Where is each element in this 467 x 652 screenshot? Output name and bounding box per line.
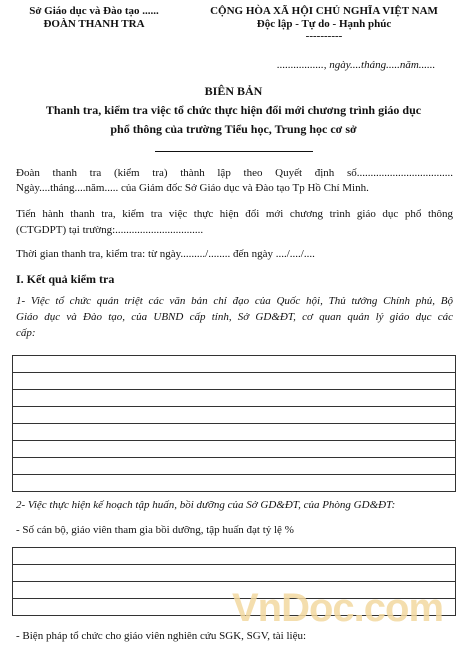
intro-date-line: Ngày....tháng....năm..... của Giám đốc Sở Giáo dục và Đào tạo Tp Hồ Chí Minh. [16,182,369,194]
item2-participation: - Số cán bộ, giáo viên tham gia bồi dưỡng, tập huấn đạt tỷ lệ % [16,524,294,536]
table-row[interactable] [13,407,455,424]
date-line: ................., ngày....tháng.....năm...... [277,59,436,71]
intro-inspection-line: Tiến hành thanh tra, kiểm tra việc thực hiện đổi mới chương trình giáo dục phổ thông [16,208,453,220]
item1-line1: 1- Việc tổ chức quán triệt các văn bản chỉ đạo của Quốc hội, Thủ tướng Chính phủ, Bộ [16,295,453,307]
intro-school-line: (CTGDPT) tại trường:................................ [16,224,204,236]
table-row[interactable] [13,565,455,582]
watermark-logo: VnDoc.com [232,586,444,630]
table-row[interactable] [13,373,455,390]
table-row[interactable] [13,390,455,407]
intro-time-line: Thời gian thanh tra, kiểm tra: từ ngày........./........ đến ngày ..../..../.... [16,248,315,260]
table-row[interactable] [13,548,455,565]
item2-measures: - Biện pháp tổ chức cho giáo viên nghiên cứu SGK, SGV, tài liệu: [16,630,307,642]
document-subtitle-1: Thanh tra, kiểm tra việc tổ chức thực hiện đổi mới chương trình giáo dục [45,103,422,117]
national-title: CỘNG HÒA XÃ HỘI CHỦ NGHĨA VIỆT NAM [210,5,438,17]
table-row[interactable] [13,356,455,373]
motto-divider: ---------- [305,30,343,42]
title-underline [155,151,313,152]
document-title: BIÊN BẢN [204,84,263,98]
intro-decision-line: Đoàn thanh tra (kiểm tra) thành lập theo Quyết định số................................... [16,167,453,179]
table-row[interactable] [13,441,455,458]
national-motto: Độc lập - Tự do - Hạnh phúc [256,18,392,30]
table-row[interactable] [13,424,455,441]
section-heading: I. Kết quả kiểm tra [16,272,115,286]
document-subtitle-2: phổ thông của trường Tiểu học, Trung học cơ sở [110,122,357,136]
answer-table-1 [12,355,456,492]
item1-line3: cấp: [16,327,36,339]
issuer-unit: ĐOÀN THANH TRA [43,18,145,30]
table-row[interactable] [13,475,455,492]
item1-line2: Giáo dục và Đào tạo, của UBND cấp tỉnh, Sở GD&ĐT, cơ quan quản lý giáo dục các [16,311,453,323]
issuer-name: Sở Giáo dục và Đào tạo ...... [29,5,159,17]
item2-heading: 2- Việc thực hiện kế hoạch tập huấn, bồi dưỡng của Sở GD&ĐT, của Phòng GD&ĐT: [16,499,396,511]
table-row[interactable] [13,458,455,475]
